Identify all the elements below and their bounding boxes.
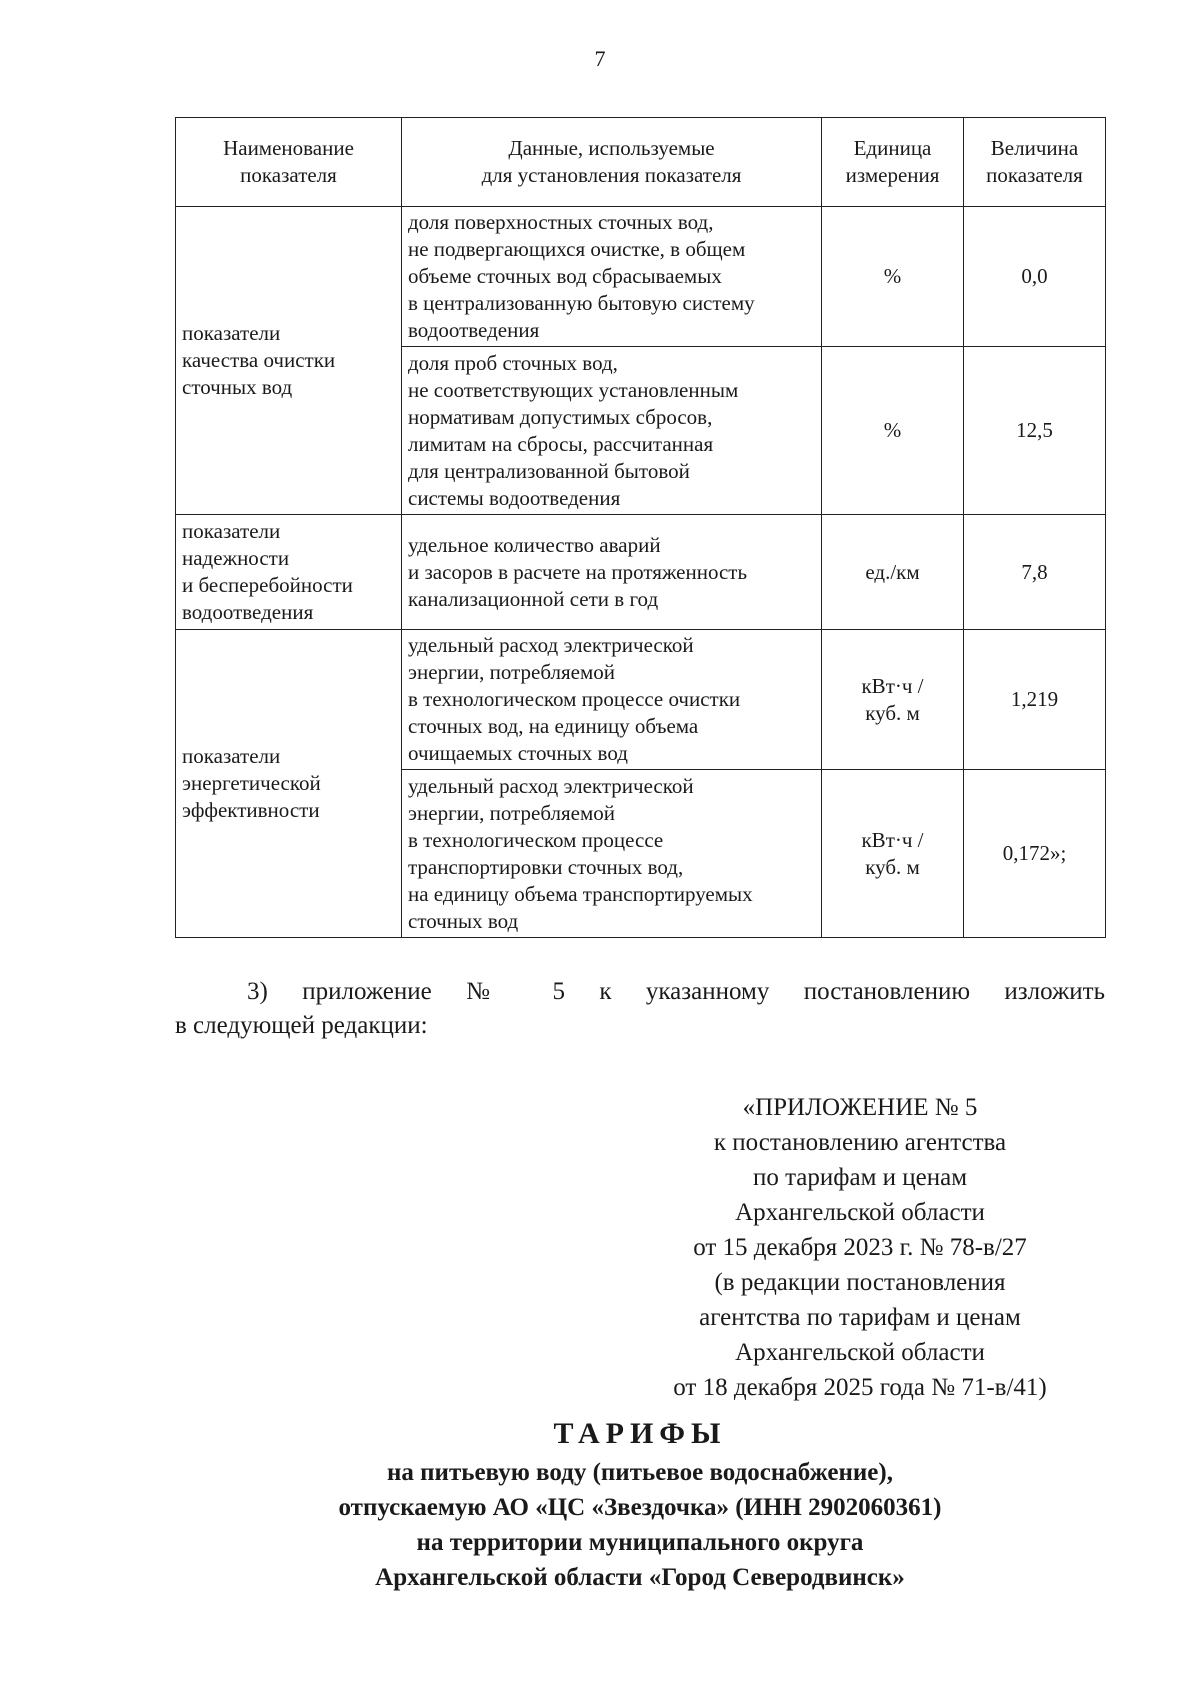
tariffs-subtitle-line: Архангельской области «Город Северодвинск»	[375, 1564, 905, 1591]
paragraph-line: 3) приложение № 5 к указанному постановлению изложить	[247, 978, 1105, 1005]
table-header-row	[176, 118, 1106, 207]
header-unit: Единица измерения	[822, 118, 964, 207]
group-cell-energy-efficiency: показатели энергетической эффективности	[176, 630, 402, 938]
header-value: Величина показателя	[964, 118, 1106, 207]
paragraph-line: в следующей редакции:	[175, 1012, 428, 1039]
group-cell-wastewater-quality: показатели качества очистки сточных вод	[176, 207, 402, 515]
unit-cell: кВт·ч / куб. м	[822, 770, 964, 938]
tariffs-subtitle-line: отпускаемую АО «ЦС «Звездочка» (ИНН 2902060361)	[338, 1494, 942, 1521]
description-cell: доля проб сточных вод, не соответствующих установленным нормативам допустимых сбросов, лимитам на сбросы, рассчитанная для централизованной бытовой системы водоотведения	[402, 347, 822, 515]
appendix-line: Архангельской области	[735, 1339, 985, 1366]
value-cell: 12,5	[964, 347, 1106, 515]
value-cell: 0,172»;	[964, 770, 1106, 938]
header-source-data: Данные, используемые для установления показателя	[402, 118, 822, 207]
table-row	[176, 515, 1106, 630]
tariffs-heading-block	[175, 1416, 1105, 1595]
appendix-line: «ПРИЛОЖЕНИЕ № 5	[742, 1094, 978, 1121]
unit-cell: кВт·ч / куб. м	[822, 630, 964, 770]
tariffs-subtitle-line: на питьевую воду (питьевое водоснабжение),	[387, 1459, 893, 1486]
indicators-table	[175, 117, 1106, 938]
page-number: 7	[594, 46, 606, 71]
amendment-paragraph	[175, 975, 1105, 1043]
description-cell: удельное количество аварий и засоров в расчете на протяженность канализационной сети в год	[402, 515, 822, 630]
tariffs-title: ТАРИФЫ	[553, 1417, 727, 1450]
table-row	[176, 630, 1106, 770]
appendix-line: агентства по тарифам и ценам	[699, 1304, 1021, 1331]
appendix-heading-block	[640, 1090, 1080, 1405]
description-cell: удельный расход электрической энергии, потребляемой в технологическом процессе транспортировки сточных вод, на единицу объема транспортируемых сточных вод	[402, 770, 822, 938]
description-cell: удельный расход электрической энергии, потребляемой в технологическом процессе очистки сточных вод, на единицу объема очищаемых сточных вод	[402, 630, 822, 770]
value-cell: 1,219	[964, 630, 1106, 770]
group-cell-reliability: показатели надежности и бесперебойности водоотведения	[176, 515, 402, 630]
value-cell: 7,8	[964, 515, 1106, 630]
appendix-line: по тарифам и ценам	[752, 1164, 968, 1191]
appendix-line: к постановлению агентства	[713, 1129, 1007, 1156]
unit-cell: %	[822, 347, 964, 515]
appendix-line: от 15 декабря 2023 г. № 78-в/27	[693, 1234, 1027, 1261]
value-cell: 0,0	[964, 207, 1106, 347]
description-cell: доля поверхностных сточных вод, не подвергающихся очистке, в общем объеме сточных вод сбрасываемых в централизованную бытовую систему водоотведения	[402, 207, 822, 347]
header-indicator-name: Наименование показателя	[176, 118, 402, 207]
tariffs-subtitle-line: на территории муниципального округа	[416, 1529, 864, 1556]
appendix-line: (в редакции постановления	[714, 1269, 1006, 1296]
table-row	[176, 207, 1106, 347]
appendix-line: Архангельской области	[735, 1199, 985, 1226]
appendix-line: от 18 декабря 2025 года № 71-в/41)	[673, 1374, 1047, 1401]
unit-cell: ед./км	[822, 515, 964, 630]
unit-cell: %	[822, 207, 964, 347]
